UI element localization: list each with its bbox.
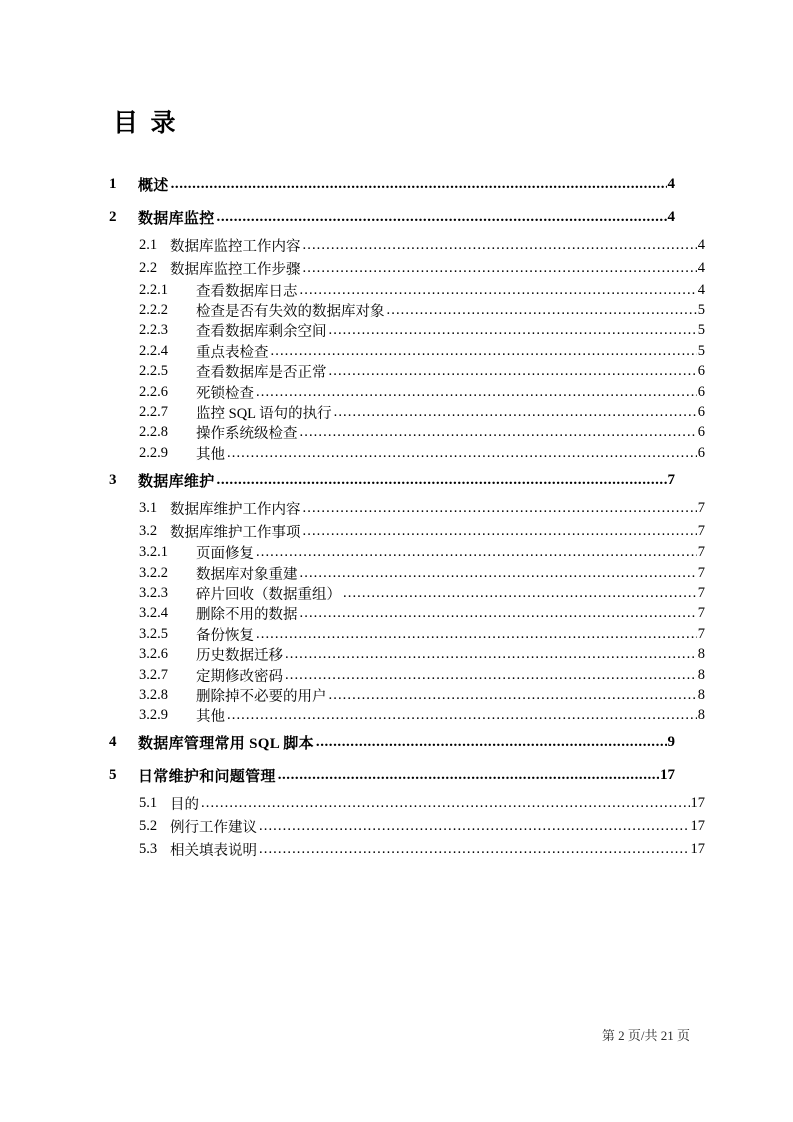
toc-entry-number: 5 <box>109 767 117 784</box>
toc-entry-title: 备份恢复 <box>196 627 254 644</box>
toc-dot-leader <box>285 667 697 684</box>
toc-entry-title: 监控 SQL 语句的执行 <box>196 406 332 423</box>
toc-entry-page-number: 7 <box>697 625 705 642</box>
toc-entry[interactable] <box>109 563 705 583</box>
toc-entry-number: 2.2.9 <box>139 444 168 461</box>
toc-entry[interactable] <box>109 168 675 201</box>
toc-entry-number: 2.2.5 <box>139 363 168 380</box>
toc-entry-number: 3.2 <box>139 522 158 539</box>
toc-dot-leader <box>303 237 697 254</box>
toc-entry-number: 3.2.7 <box>139 666 168 683</box>
toc-entry-title: 日常维护和问题管理 <box>138 769 276 786</box>
toc-entry-title: 数据库维护 <box>138 473 215 490</box>
toc-entry-page-number: 4 <box>697 260 705 276</box>
toc-entry-number: 2.2.8 <box>139 424 168 441</box>
toc-entry-number: 2 <box>109 209 117 225</box>
toc-dot-leader <box>171 176 667 193</box>
toc-entry[interactable] <box>109 726 675 759</box>
toc-entry-title: 其他 <box>196 709 225 726</box>
toc-entry-number: 2.2.2 <box>139 302 168 319</box>
toc-entry-number: 2.2.3 <box>139 322 168 339</box>
toc-entry-page-number: 8 <box>697 707 705 724</box>
toc-dot-leader <box>303 500 697 517</box>
toc-dot-leader <box>256 544 697 561</box>
toc-entry-title: 查看数据库剩余空间 <box>196 324 327 341</box>
toc-entry[interactable] <box>109 234 705 257</box>
toc-entry-page-number: 6 <box>697 363 705 380</box>
page-title: 目 录 <box>113 110 176 137</box>
toc-dot-leader <box>256 384 697 401</box>
toc-entry-page-number: 7 <box>697 499 705 516</box>
toc-entry-title: 例行工作建议 <box>170 820 257 837</box>
toc-entry-title: 数据库对象重建 <box>196 566 298 583</box>
toc-entry[interactable] <box>109 423 705 443</box>
toc-dot-leader <box>201 795 690 812</box>
toc-entry-title: 操作系统级检查 <box>196 426 298 443</box>
toc-entry[interactable] <box>109 402 705 422</box>
toc-dot-leader <box>278 767 659 784</box>
toc-entry-page-number: 7 <box>697 544 705 561</box>
toc-entry-number: 5.1 <box>139 795 158 812</box>
toc-entry-number: 3.2.9 <box>139 707 168 724</box>
toc-entry[interactable] <box>109 685 705 705</box>
toc-dot-leader <box>285 646 697 663</box>
toc-entry-number: 3.2.2 <box>139 564 168 581</box>
toc-entry-number: 2.2.1 <box>139 281 168 298</box>
toc-entry[interactable] <box>109 443 705 463</box>
toc-dot-leader <box>271 343 697 360</box>
toc-entry[interactable] <box>109 201 675 234</box>
toc-entry-page-number: 7 <box>697 564 705 581</box>
toc-dot-leader <box>227 707 697 724</box>
toc-entry[interactable] <box>109 497 705 520</box>
toc-entry[interactable] <box>109 706 705 726</box>
toc-entry-page-number: 4 <box>697 237 705 253</box>
toc-entry-title: 定期修改密码 <box>196 668 283 685</box>
toc-entry-page-number: 17 <box>690 818 705 835</box>
toc-entry-title: 数据库维护工作内容 <box>170 501 301 518</box>
toc-entry-title: 死锁检查 <box>196 385 254 402</box>
toc-entry-title: 其他 <box>196 446 225 463</box>
toc-entry-page-number: 9 <box>667 734 675 751</box>
toc-dot-leader <box>217 472 667 489</box>
toc-dot-leader <box>387 302 697 319</box>
toc-entry-number: 2.2.4 <box>139 342 168 359</box>
toc-entry[interactable] <box>109 644 705 664</box>
toc-dot-leader <box>303 523 697 540</box>
toc-dot-leader <box>300 282 697 299</box>
toc-dot-leader <box>329 363 697 380</box>
toc-entry-number: 3 <box>109 471 117 488</box>
toc-entry-title: 数据库管理常用 SQL 脚本 <box>138 736 314 753</box>
toc-entry[interactable] <box>109 583 705 603</box>
toc-entry-title: 页面修复 <box>196 546 254 563</box>
toc-entry-page-number: 4 <box>667 209 675 225</box>
toc-dot-leader <box>300 565 697 582</box>
toc-entry[interactable] <box>109 382 705 402</box>
toc-entry[interactable] <box>109 257 705 280</box>
toc-entry-number: 2.2.7 <box>139 404 168 421</box>
toc-entry-title: 重点表检查 <box>196 344 269 361</box>
toc-entry-page-number: 7 <box>667 471 675 488</box>
toc-entry[interactable] <box>109 321 705 341</box>
toc-entry-title: 相关填表说明 <box>170 843 257 860</box>
toc-entry-page-number: 7 <box>697 522 705 539</box>
toc-entry-title: 删除掉不必要的用户 <box>196 688 327 705</box>
toc-entry-page-number: 6 <box>697 383 705 400</box>
toc-dot-leader <box>334 404 697 421</box>
toc-entry[interactable] <box>109 300 705 320</box>
toc-entry-page-number: 5 <box>697 342 705 359</box>
toc-entry-number: 3.2.3 <box>139 584 168 601</box>
toc-dot-leader <box>300 424 697 441</box>
toc-entry-number: 2.2 <box>139 260 158 276</box>
toc-entry-title: 目的 <box>170 797 199 814</box>
toc-entry-number: 3.2.6 <box>139 646 168 663</box>
page-footer: 第 2 页/共 21 页 <box>601 1028 690 1043</box>
toc-entry-page-number: 8 <box>697 646 705 663</box>
toc-entry[interactable] <box>109 520 705 543</box>
toc-entry-number: 2.1 <box>139 237 158 253</box>
toc-entry-title: 检查是否有失效的数据库对象 <box>196 304 385 321</box>
toc-entry[interactable] <box>109 759 675 792</box>
toc-dot-leader <box>329 322 697 339</box>
toc-entry[interactable] <box>109 464 675 497</box>
toc-entry[interactable] <box>109 543 705 563</box>
toc-entry-page-number: 7 <box>697 605 705 622</box>
toc-entry[interactable] <box>109 815 705 838</box>
toc-entry-title: 数据库监控 <box>138 211 215 227</box>
toc-dot-leader <box>303 260 697 277</box>
toc-entry-title: 概述 <box>138 178 169 194</box>
toc-dot-leader <box>259 818 690 835</box>
toc-entry-page-number: 4 <box>697 281 705 298</box>
toc-entry-number: 5.3 <box>139 841 158 858</box>
toc-entry-page-number: 7 <box>697 584 705 601</box>
toc-entry-title: 查看数据库日志 <box>196 283 298 300</box>
toc-entry[interactable] <box>109 341 705 361</box>
toc-entry-title: 数据库维护工作事项 <box>170 524 301 541</box>
toc-entry[interactable] <box>109 665 705 685</box>
toc-entry-page-number: 17 <box>690 841 705 858</box>
toc-entry-number: 3.2.5 <box>139 625 168 642</box>
toc-dot-leader <box>259 841 690 858</box>
toc-entry-page-number: 6 <box>697 444 705 461</box>
toc-entry[interactable] <box>109 280 705 300</box>
toc-entry[interactable] <box>109 362 705 382</box>
toc-entry-number: 5.2 <box>139 818 158 835</box>
toc-dot-leader <box>329 687 697 704</box>
toc-dot-leader <box>227 445 697 462</box>
toc-entry-number: 3.2.1 <box>139 544 168 561</box>
toc-entry-title: 碎片回收（数据重组） <box>196 587 341 603</box>
table-of-contents <box>109 168 705 861</box>
toc-entry-title: 查看数据库是否正常 <box>196 365 327 382</box>
toc-entry-page-number: 4 <box>667 176 675 192</box>
toc-dot-leader <box>217 209 667 226</box>
toc-entry[interactable] <box>109 792 705 815</box>
toc-entry-number: 3.2.8 <box>139 686 168 703</box>
toc-entry-number: 3.2.4 <box>139 605 168 622</box>
toc-entry-number: 2.2.6 <box>139 383 168 400</box>
toc-entry-title: 删除不用的数据 <box>196 607 298 624</box>
toc-entry-title: 数据库监控工作步骤 <box>170 262 301 278</box>
toc-dot-leader <box>316 734 667 751</box>
toc-dot-leader <box>256 626 697 643</box>
toc-entry[interactable] <box>109 604 705 624</box>
toc-dot-leader <box>300 605 697 622</box>
toc-entry-title: 历史数据迁移 <box>196 648 283 665</box>
toc-entry-title: 数据库监控工作内容 <box>170 239 301 255</box>
toc-dot-leader <box>343 585 697 602</box>
toc-entry-page-number: 8 <box>697 666 705 683</box>
toc-entry-page-number: 5 <box>697 302 705 319</box>
toc-entry[interactable] <box>109 624 705 644</box>
toc-entry-page-number: 17 <box>660 767 675 784</box>
toc-entry-number: 4 <box>109 734 117 751</box>
toc-entry-number: 1 <box>109 176 117 192</box>
toc-entry-page-number: 5 <box>697 322 705 339</box>
toc-entry-number: 3.1 <box>139 499 158 516</box>
toc-entry[interactable] <box>109 838 705 861</box>
toc-entry-page-number: 8 <box>697 686 705 703</box>
toc-entry-page-number: 6 <box>697 424 705 441</box>
toc-entry-page-number: 6 <box>697 404 705 421</box>
toc-entry-page-number: 17 <box>690 795 705 812</box>
